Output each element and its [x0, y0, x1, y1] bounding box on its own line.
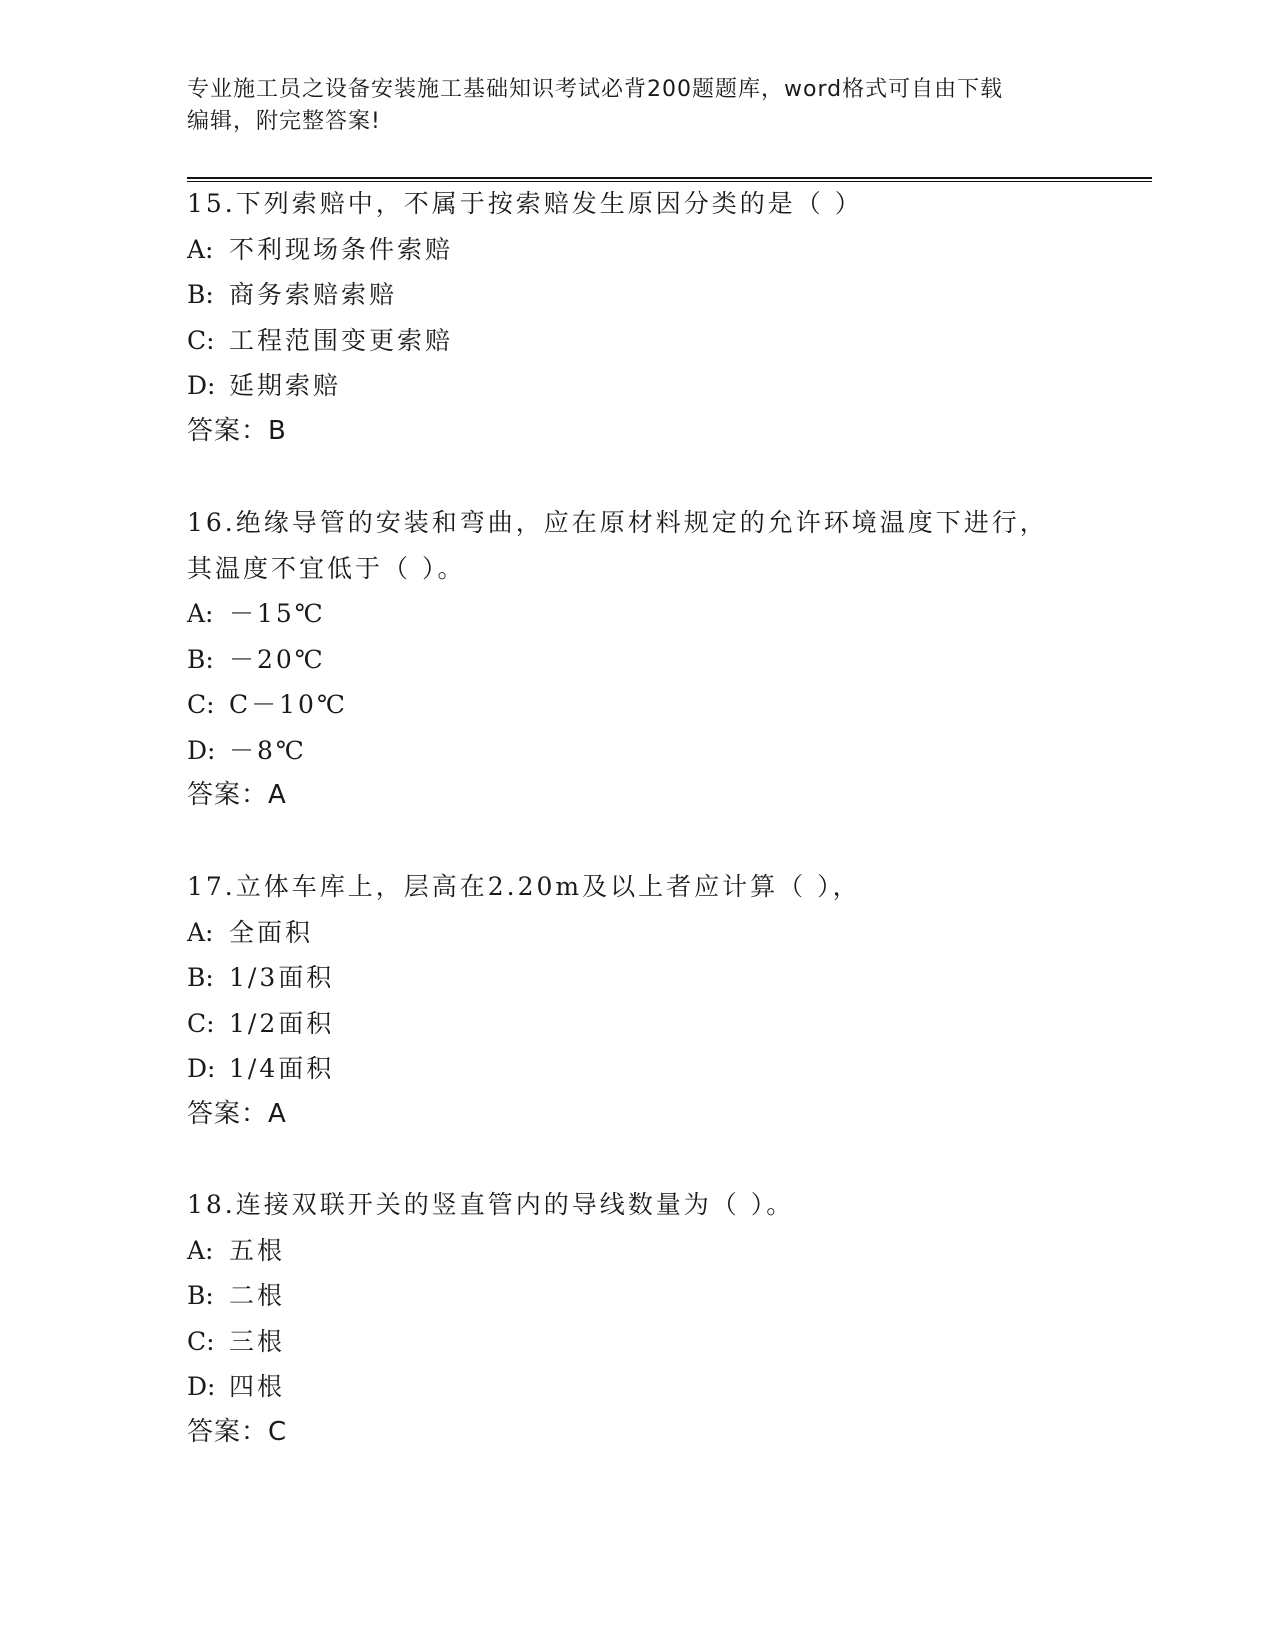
option-text: 二根 [229, 1281, 286, 1310]
question-stem: 15.下列索赔中，不属于按索赔发生原因分类的是（ ） [187, 189, 863, 218]
option-label: C: [187, 1008, 215, 1038]
option-label: D: [187, 371, 216, 400]
answer: 答案：A [187, 1098, 287, 1129]
option-label: A: [187, 1235, 214, 1265]
option-label: B: [187, 1281, 214, 1310]
header-line-1: 专业施工员之设备安装施工基础知识考试必背200题题库，word格式可自由下载 [187, 77, 1004, 102]
option-c [187, 682, 1127, 728]
option-text: 五根 [229, 1235, 286, 1265]
option-a [187, 1228, 1127, 1274]
option-label: A: [187, 917, 214, 947]
option-text: 四根 [229, 1372, 286, 1401]
answer: 答案：C [187, 1416, 288, 1447]
option-text: C－10℃ [229, 690, 348, 719]
option-c [187, 1001, 1127, 1047]
question-15 [187, 181, 1127, 454]
question-17 [187, 864, 1127, 1137]
option-c [187, 1319, 1127, 1365]
option-b [187, 272, 1127, 318]
answer: 答案：A [187, 780, 287, 810]
option-text: 延期索赔 [229, 371, 342, 400]
option-label: D: [187, 1054, 216, 1083]
option-text: 不利现场条件索赔 [229, 234, 454, 264]
option-text: 1/3面积 [229, 963, 335, 992]
option-label: B: [187, 644, 214, 674]
option-b [187, 955, 1127, 1001]
option-label: C: [187, 690, 215, 719]
option-text: 三根 [229, 1326, 286, 1356]
question-stem: 17.立体车库上，层高在2.20m及以上者应计算（ ）， [187, 872, 861, 901]
option-text: 工程范围变更索赔 [229, 325, 454, 355]
option-text: 1/2面积 [229, 1008, 335, 1038]
option-d [187, 363, 1127, 409]
option-label: D: [187, 1372, 216, 1401]
option-a [187, 910, 1127, 956]
option-label: B: [187, 963, 214, 992]
question-stem: 16.绝缘导管的安装和弯曲，应在原材料规定的允许环境温度下进行， [187, 508, 1048, 537]
question-18 [187, 1182, 1127, 1455]
option-text: 商务索赔索赔 [229, 280, 398, 309]
document-header [187, 74, 1087, 138]
option-a [187, 227, 1127, 273]
option-label: B: [187, 280, 214, 309]
option-d [187, 728, 1127, 774]
option-text: －20℃ [229, 644, 326, 674]
option-label: D: [187, 735, 216, 765]
question-stem: 18.连接双联开关的竖直管内的导线数量为（ ）。 [187, 1190, 795, 1219]
option-label: A: [187, 599, 214, 628]
question-16 [187, 500, 1127, 819]
option-d [187, 1046, 1127, 1092]
option-text: 1/4面积 [229, 1054, 335, 1083]
option-label: C: [187, 1326, 215, 1356]
option-c [187, 318, 1127, 364]
option-text: 全面积 [229, 917, 314, 947]
header-line-2: 编辑，附完整答案! [187, 109, 381, 134]
option-label: C: [187, 325, 215, 355]
option-label: A: [187, 234, 214, 264]
option-text: －15℃ [229, 599, 326, 628]
option-b [187, 637, 1127, 683]
option-text: －8℃ [229, 735, 307, 765]
option-d [187, 1364, 1127, 1410]
option-b [187, 1273, 1127, 1319]
option-a [187, 591, 1127, 637]
question-stem-continued: 其温度不宜低于（ ）。 [187, 553, 466, 583]
answer: 答案：B [187, 415, 287, 446]
